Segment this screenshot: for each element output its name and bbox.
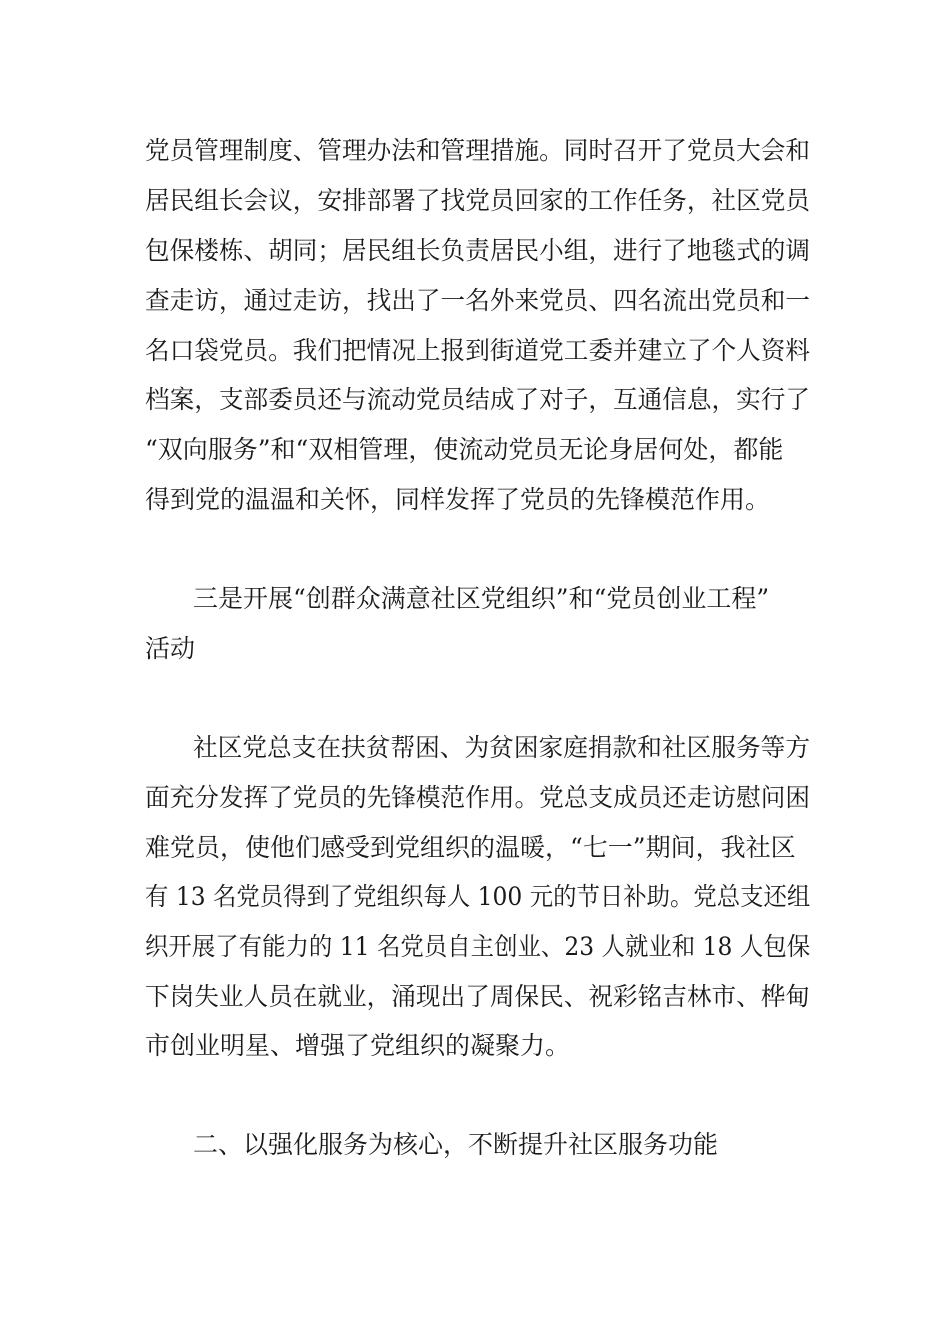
paragraph-2-line-5: 织开展了有能力的 11 名党员自主创业、23 人就业和 18 人包保: [145, 932, 811, 961]
paragraph-2-line-2: 面充分发挥了党员的先锋模范作用。党总支成员还走访慰问困: [145, 783, 811, 812]
paragraph-1-line-6: 档案，支部委员还与流动党员结成了对子，互通信息，实行了: [145, 385, 811, 414]
paragraph-2-line-7: 市创业明星、增强了党组织的凝聚力。: [145, 1031, 571, 1060]
paragraph-1-line-5: 名口袋党员。我们把情况上报到街道党工委并建立了个人资料: [145, 336, 811, 365]
paragraph-2-line-4: 有 13 名党员得到了党组织每人 100 元的节日补助。党总支还组: [145, 882, 811, 911]
paragraph-1-line-7: “双向服务”和“双相管理，使流动党员无论身居何处，都能: [145, 435, 784, 464]
paragraph-2-line-3: 难党员，使他们感受到党组织的温暖，“七一”期间，我社区: [145, 833, 796, 862]
paragraph-1-line-8: 得到党的温温和关怀，同样发挥了党员的先锋模范作用。: [145, 485, 771, 514]
paragraph-1-line-1: 党员管理制度、管理办法和管理措施。同时召开了党员大会和: [145, 136, 811, 165]
paragraph-1-line-2: 居民组长会议，安排部署了找党员回家的工作任务，社区党员: [145, 186, 811, 215]
section-heading-2: 二、以强化服务为核心，不断提升社区服务功能: [193, 1130, 719, 1159]
paragraph-2-line-6: 下岗失业人员在就业，涌现出了周保民、祝彩铭吉林市、桦甸: [145, 982, 811, 1011]
section-heading-3-line-2: 活动: [145, 634, 196, 663]
paragraph-2-line-1: 社区党总支在扶贫帮困、为贫困家庭捐款和社区服务等方: [193, 733, 811, 762]
paragraph-1-line-4: 查走访，通过走访，找出了一名外来党员、四名流出党员和一: [145, 286, 811, 315]
paragraph-1-line-3: 包保楼栋、胡同；居民组长负责居民小组，进行了地毯式的调: [145, 236, 811, 265]
section-heading-3-line-1: 三是开展“创群众满意社区党组织”和“党员创业工程”: [193, 584, 770, 613]
